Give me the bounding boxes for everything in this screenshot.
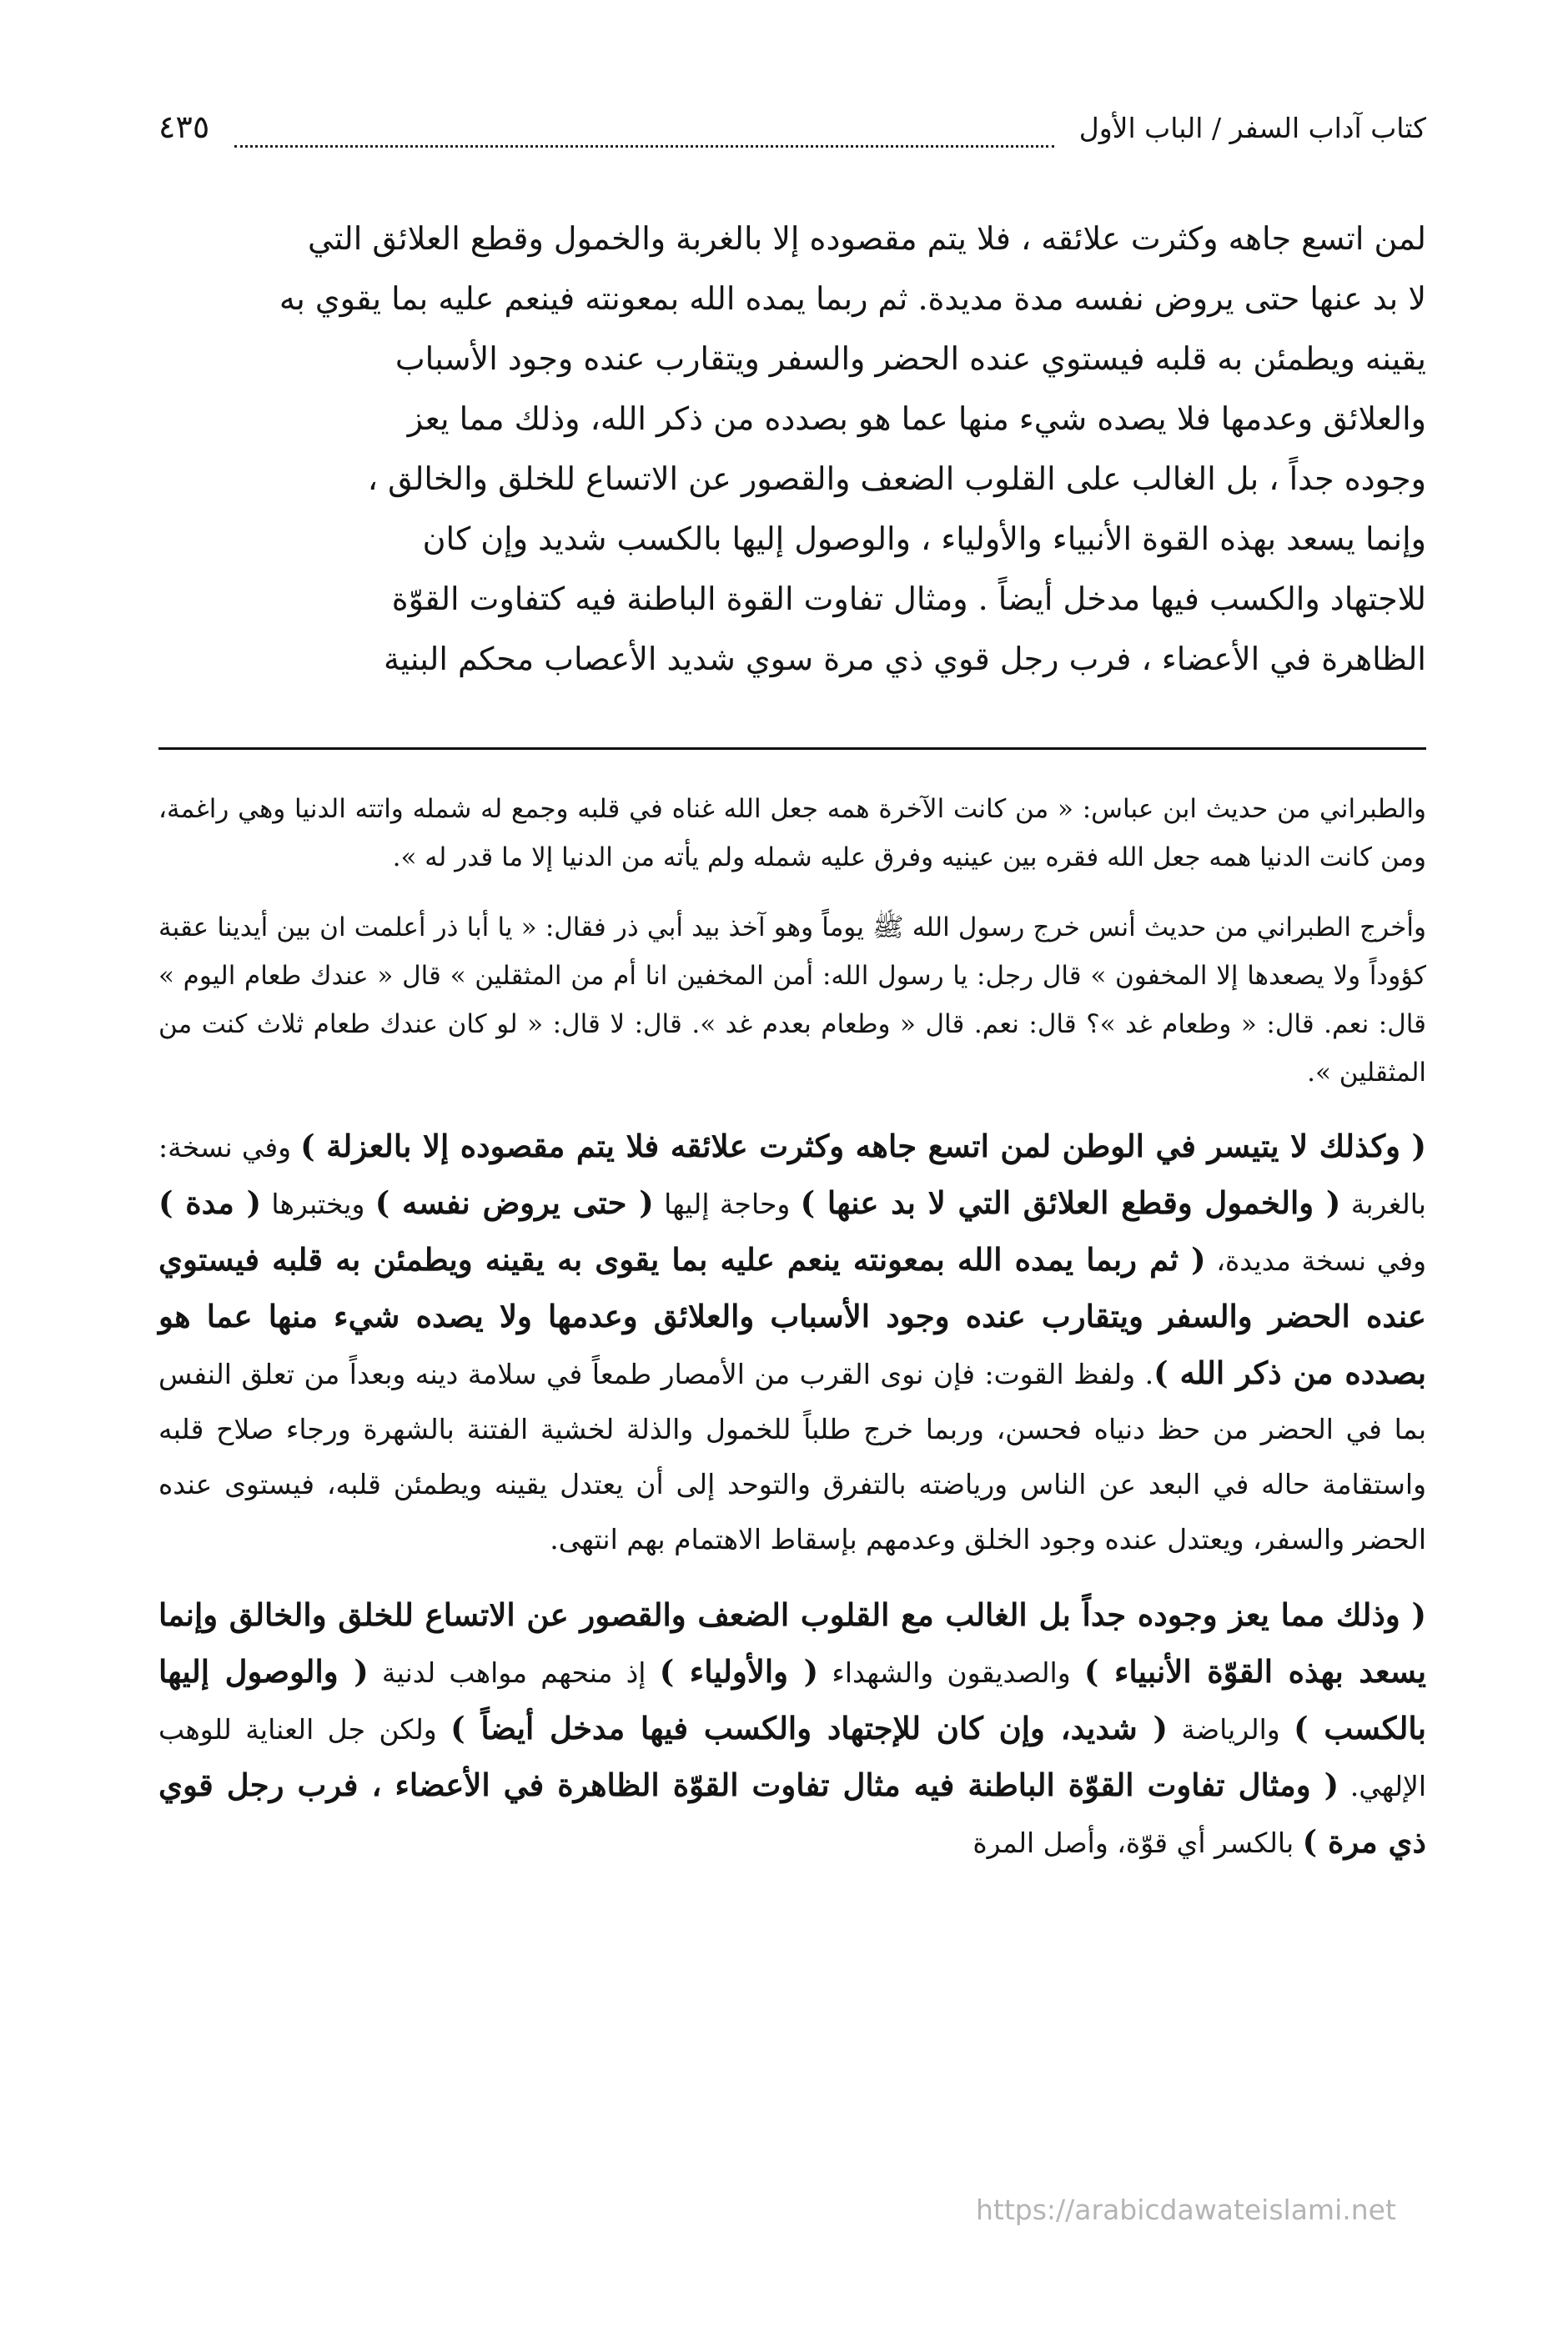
quoted-text: ( ثم ربما يمده الله بمعونته ينعم عليه بما يقوى به يقينه ويطمئن به قلبه فيستوي عنده الحضر والسفر ويتقارب عنده وجود الأسباب والعلائق وعدمها ولا يصده شيء منها عما هو بصدده من ذكر الله ) [158,1241,1426,1391]
commentary-text: . ولفظ القوت: فإن نوى القرب من الأمصار طمعاً في سلامة دينه وبعداً من تعلق النفس بما في الحضر من حظ دنياه فحسن، وربما خرج طلباً للخمول والذلة لخشية الفتنة بالشهرة ورجاء صلاح قلبه واستقامة حاله في البعد عن الناس ورياضته بالتفرق والتوحد إلى أن يعتدل يقينه ويطمئن قلبه، فيستوى عنده الحضر والسفر، ويعتدل عنده وجود الخلق وعدمهم بإسقاط الاهتمام بهم انتهى. [158,1358,1426,1556]
commentary-paragraph [158,1587,1426,1871]
commentary-text: ويختبرها [261,1188,375,1220]
main-line: يقينه ويطمئن به قلبه فيستوي عنده الحضر والسفر ويتقارب عنده وجود الأسباب [395,340,1426,377]
commentary-text: والصديقون والشهداء [818,1656,1084,1689]
quoted-text: ( شديد، وإن كان للإجتهاد والكسب فيها مدخل أيضاً ) [450,1710,1168,1746]
quoted-text: ( والوصول إليها بالكسب ) [158,1653,1426,1746]
main-line: وجوده جداً ، بل الغالب على القلوب الضعف والقصور عن الاتساع للخلق والخالق ، [367,460,1426,497]
book-page [158,108,1426,1891]
footnote-paragraph: والطبراني من حديث ابن عباس: « من كانت الآخرة همه جعل الله غناه في قلبه وجمع له شمله واتته الدنيا وهي راغمة، ومن كانت الدنيا همه جعل الله فقره بين عينيه وفرق عليه شمله ولم يأته من الدنيا إلا ما قدر له ». [158,794,1426,872]
commentary-text: إذ منحهم مواهب لدنية [368,1656,660,1689]
chapter-title: كتاب آداب السفر / الباب الأول [1078,112,1426,144]
quoted-text: ( ومثال تفاوت القوّة الباطنة فيه مثال تفاوت القوّة الظاهرة في الأعضاء ، فرب رجل قوي ذي مرة ) [158,1767,1426,1860]
main-text [158,209,1426,689]
commentary-text: بالكسر أي قوّة، وأصل المرة [972,1827,1303,1859]
page-number: ٤٣٥ [158,108,210,145]
main-line: والعلائق وعدمها فلا يصده شيء منها عما هو بصدده من ذكر الله، وذلك مما يعز [407,400,1426,437]
site-watermark: https://arabicdawateislami.net [976,2194,1396,2226]
main-line: لا بد عنها حتى يروض نفسه مدة مديدة. ثم ربما يمده الله بمعونته فينعم عليه بما يقوي به [279,280,1426,317]
commentary-text: ولكن جل العناية للوهب الإلهي. [158,1713,1426,1802]
main-line: لمن اتسع جاهه وكثرت علائقه ، فلا يتم مقصوده إلا بالغربة والخمول وقطع العلائق التي [308,220,1426,257]
main-line: الظاهرة في الأعضاء ، فرب رجل قوي ذي مرة سوي شديد الأعصاب محكم البنية [384,641,1426,677]
commentary-text: وحاجة إليها [653,1188,801,1220]
main-line: وإنما يسعد بهذه القوة الأنبياء والأولياء ، والوصول إليها بالكسب شديد وإن كان [422,520,1426,557]
footnote-divider [158,747,1426,750]
footnotes [158,785,1426,1097]
commentary-paragraph [158,1118,1426,1567]
commentary-text: والرياضة [1168,1713,1294,1746]
footnote-paragraph: وأخرج الطبراني من حديث أنس خرج رسول الله ﷺ يوماً وهو آخذ بيد أبي ذر فقال: « يا أبا ذر أعلمت ان بين أيدينا عقبة كؤوداً ولا يصعدها إلا المخفون » قال رجل: يا رسول الله: أمن المخفين انا أم من المثقلين » قال « عندك طعام اليوم » قال: نعم. قال: « وطعام غد »؟ قال: نعم. قال « وطعام بعدم غد ». قال: لا قال: « لو كان عندك طعام ثلاث كنت من المثقلين ». [158,912,1426,1088]
quoted-text: ( مدة ) [158,1184,262,1221]
leader-dots [234,128,1054,148]
commentary-text: وفي نسخة مديدة، [1205,1244,1427,1277]
quoted-text: ( حتى يروض نفسه ) [374,1184,654,1221]
quoted-text: ( والأولياء ) [659,1653,819,1690]
quoted-text: ( وذلك مما يعز وجوده جداً بل الغالب مع القلوب الضعف والقصور عن الاتساع للخلق والخالق وإنما يسعد بهذه القوّة الأنبياء ) [158,1596,1426,1690]
commentary [158,1118,1426,1871]
quoted-text: ( والخمول وقطع العلائق التي لا بد عنها ) [800,1184,1341,1221]
main-line: للاجتهاد والكسب فيها مدخل أيضاً . ومثال تفاوت القوة الباطنة فيه كتفاوت القوّة [391,580,1426,617]
commentary-text: وفي نسخة: بالغربة [158,1131,1426,1220]
running-header [158,108,1426,167]
quoted-text: ( وكذلك لا يتيسر في الوطن لمن اتسع جاهه وكثرت علائقه فلا يتم مقصوده إلا بالعزلة ) [300,1128,1426,1164]
